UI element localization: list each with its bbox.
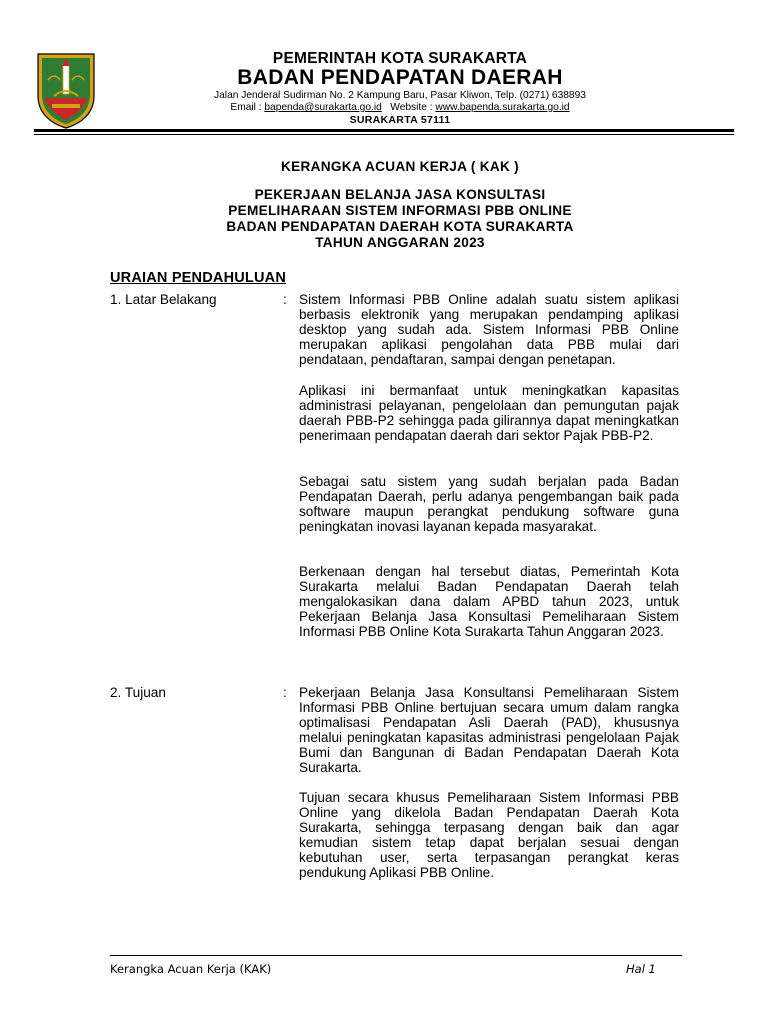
- website-label: Website :: [381, 102, 436, 113]
- paragraph: Sistem Informasi PBB Online adalah suatu sistem aplikasi berbasis elektronik yang merupakan pendamping aplikasi desktop yang sudah ada. Sistem Informasi PBB Online merupakan aplikasi pengolahan data PBB mulai dari pendataan, pendaftaran, sampai dengan penetapan.: [299, 292, 679, 368]
- paragraph: Berkenaan dengan hal tersebut diatas, Pemerintah Kota Surakarta melalui Badan Pendapatan Daerah telah mengalokasikan dana dalam APBD tahun 2023, untuk Pekerjaan Belanja Jasa Konsultasi Pemeliharaan Sistem Informasi PBB Online Kota Surakarta Tahun Anggaran 2023.: [299, 564, 679, 640]
- agency-contact: [200, 102, 600, 113]
- document-title: KERANGKA ACUAN KERJA ( KAK ): [281, 159, 519, 174]
- letterhead-rule-thin: [34, 134, 734, 135]
- paragraph: Tujuan secara khusus Pemeliharaan Sistem Informasi PBB Online yang dikelola Badan Pendapatan Daerah Kota Surakarta, sehingga terpasang dengan baik dan agar kemudian sistem tetap dapat berjalan sesuai dengan kebutuhan user, serta terpasangan perangkat keras pendukung Aplikasi PBB Online.: [299, 790, 679, 881]
- city-postal-code: SURAKARTA 57111: [349, 114, 451, 126]
- section-heading: URAIAN PENDAHULUAN: [110, 270, 286, 286]
- government-name: PEMERINTAH KOTA SURAKARTA: [272, 50, 528, 67]
- subtitle-line: TAHUN ANGGARAN 2023: [315, 235, 485, 250]
- agency-address: Jalan Jenderal Sudirman No. 2 Kampung Baru, Pasar Kliwon, Telp. (0271) 638893: [214, 90, 586, 101]
- item-label-tujuan: 2. Tujuan: [110, 685, 166, 700]
- footer-rule: [110, 955, 682, 956]
- footer-document-name: Kerangka Acuan Kerja (KAK): [110, 962, 272, 976]
- email-link[interactable]: bapenda@surakarta.go.id: [264, 102, 382, 113]
- website-link[interactable]: www.bapenda.surakarta.go.id: [435, 102, 570, 113]
- page-number: Hal 1: [626, 962, 656, 976]
- surakarta-coat-of-arms-icon: [34, 50, 98, 130]
- email-label: Email :: [230, 102, 265, 113]
- paragraph: Pekerjaan Belanja Jasa Konsultansi Pemeliharaan Sistem Informasi PBB Online bertujuan secara umum dalam rangka optimalisasi Pendapatan Asli Daerah (PAD), khususnya melalui peningkatan kapasitas administrasi pengelolaan Pajak Bumi dan Bangunan di Badan Pendapatan Daerah Kota Surakarta.: [299, 685, 679, 776]
- subtitle-line: PEKERJAAN BELANJA JASA KONSULTASI: [254, 187, 546, 202]
- item-colon: :: [283, 292, 287, 307]
- subtitle-line: PEMELIHARAAN SISTEM INFORMASI PBB ONLINE: [228, 203, 572, 218]
- letterhead-rule-thick: [34, 129, 734, 132]
- agency-name: BADAN PENDAPATAN DAERAH: [237, 66, 563, 89]
- paragraph: Sebagai satu sistem yang sudah berjalan pada Badan Pendapatan Daerah, perlu adanya pengembangan baik pada software maupun perangkat pendukung software guna peningkatan inovasi layanan kepada masyarakat.: [299, 474, 679, 535]
- paragraph: Aplikasi ini bermanfaat untuk meningkatkan kapasitas administrasi pelayanan, pengelolaan dan pemungutan pajak daerah PBB-P2 sehingga pada gilirannya dapat meningkatkan penerimaan pendapatan daerah dari sektor Pajak PBB-P2.: [299, 383, 679, 444]
- item-colon: :: [283, 685, 287, 700]
- subtitle-line: BADAN PENDAPATAN DAERAH KOTA SURAKARTA: [226, 219, 574, 234]
- item-label-latar-belakang: 1. Latar Belakang: [110, 292, 217, 307]
